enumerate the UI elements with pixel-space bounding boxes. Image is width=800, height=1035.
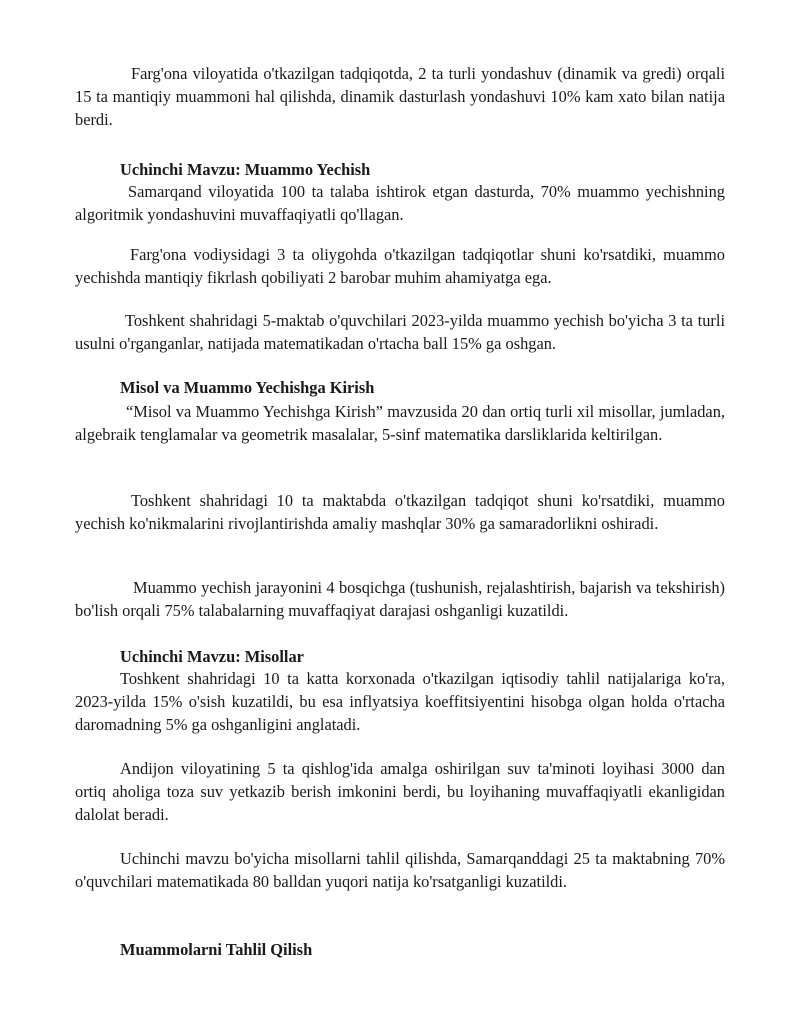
paragraph: Farg'ona vodiysidagi 3 ta oliygohda o'tkazilgan tadqiqotlar shuni ko'rsatdiki, muammo yechishda mantiqiy fikrlash qobiliyati 2 barobar muhim ahamiyatga ega.: [75, 245, 725, 287]
paragraph: Toshkent shahridagi 10 ta katta korxonada o'tkazilgan iqtisodiy tahlil natijalariga ko'ra, 2023-yilda 15% o'sish kuzatildi, bu esa inflyatsiya koeffitsiyentini hisobga olgan holda o'rtacha daromadning 5% ga oshganligini anglatadi.: [75, 669, 725, 734]
paragraph: Muammo yechish jarayonini 4 bosqichga (tushunish, rejalashtirish, bajarish va tekshirish) bo'lish orqali 75% talabalarning muvaffaqiyat darajasi oshganligi kuzatildi.: [75, 578, 725, 620]
paragraph: Toshkent shahridagi 5-maktab o'quvchilari 2023-yilda muammo yechish bo'yicha 3 ta turli usulni o'rganganlar, natijada matematikadan o'rtacha ball 15% ga oshgan.: [75, 311, 725, 353]
paragraph: Toshkent shahridagi 10 ta maktabda o'tkazilgan tadqiqot shuni ko'rsatdiki, muammo yechish ko'nikmalarini rivojlantirishda amaliy mashqlar 30% ga samaradorlikni oshiradi.: [75, 491, 725, 533]
section-heading: Muammolarni Tahlil Qilish: [120, 940, 313, 959]
section-heading: Uchinchi Mavzu: Muammo Yechish: [120, 160, 371, 179]
paragraph: Farg'ona viloyatida o'tkazilgan tadqiqotda, 2 ta turli yondashuv (dinamik va gredi) orqali 15 ta mantiqiy muammoni hal qilishda, dinamik dasturlash yondashuvi 10% kam xato bilan natija berdi.: [75, 64, 725, 129]
paragraph: “Misol va Muammo Yechishga Kirish” mavzusida 20 dan ortiq turli xil misollar, jumladan, algebraik tenglamalar va geometrik masalalar, 5-sinf matematika darsliklarida keltirilgan.: [75, 402, 725, 444]
paragraph: Uchinchi mavzu bo'yicha misollarni tahlil qilishda, Samarqanddagi 25 ta maktabning 70% o'quvchilari matematikada 80 balldan yuqori natija ko'rsatganligi kuzatildi.: [75, 849, 725, 891]
paragraph: Samarqand viloyatida 100 ta talaba ishtirok etgan dasturda, 70% muammo yechishning algoritmik yondashuvini muvaffaqiyatli qo'llagan.: [75, 182, 725, 224]
paragraph: Andijon viloyatining 5 ta qishlog'ida amalga oshirilgan suv ta'minoti loyihasi 3000 dan ortiq aholiga toza suv yetkazib berish imkonini berdi, bu loyihaning muvaffaqiyatli ekanligidan dalolat beradi.: [75, 759, 725, 824]
section-heading: Uchinchi Mavzu: Misollar: [120, 647, 304, 666]
section-heading: Misol va Muammo Yechishga Kirish: [120, 378, 375, 397]
